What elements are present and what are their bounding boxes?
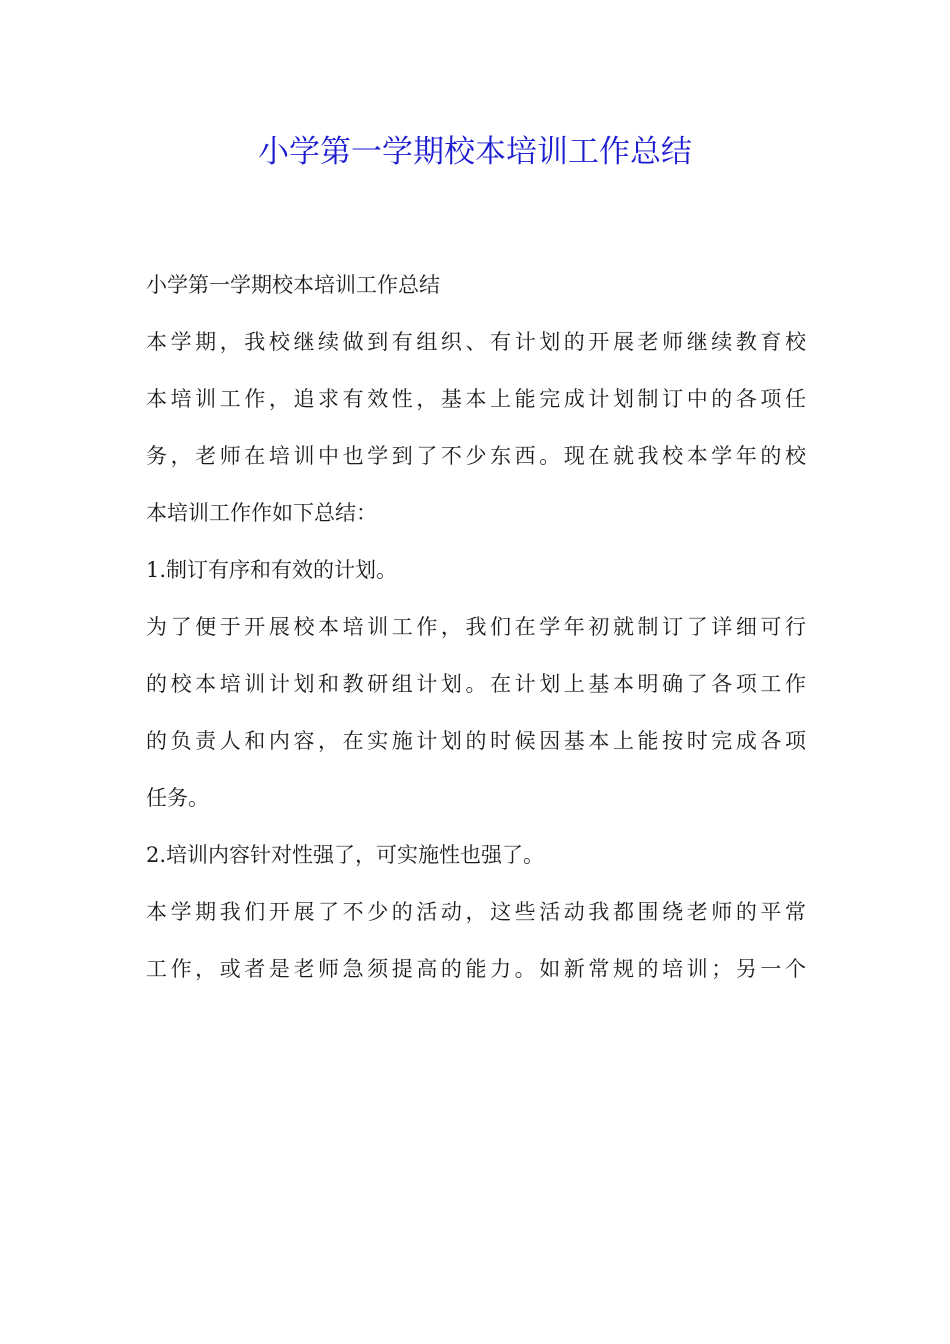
paragraph-line: 2.培训内容针对性强了，可实施性也强了。 xyxy=(146,843,545,867)
paragraph-line: 工作，或者是老师急须提高的能力。如新常规的培训；另一个 xyxy=(146,957,806,981)
document-title: 小学第一学期校本培训工作总结 xyxy=(258,134,692,170)
paragraph-line: 任务。 xyxy=(146,786,209,810)
paragraph-line: 本学期，我校继续做到有组织、有计划的开展老师继续教育校 xyxy=(146,330,806,354)
paragraph-line: 本学期我们开展了不少的活动，这些活动我都围绕老师的平常 xyxy=(146,900,806,924)
paragraph-line: 小学第一学期校本培训工作总结 xyxy=(146,273,440,297)
paragraph-line: 1.制订有序和有效的计划。 xyxy=(146,558,398,582)
document-body xyxy=(146,257,806,998)
paragraph-line: 为了便于开展校本培训工作，我们在学年初就制订了详细可行 xyxy=(146,615,806,639)
paragraph-line: 的校本培训计划和教研组计划。在计划上基本明确了各项工作 xyxy=(146,672,806,696)
paragraph-line: 本培训工作作如下总结： xyxy=(146,501,377,525)
paragraph-line: 的负责人和内容，在实施计划的时候因基本上能按时完成各项 xyxy=(146,729,806,753)
paragraph-line: 务，老师在培训中也学到了不少东西。现在就我校本学年的校 xyxy=(146,444,806,468)
paragraph-line: 本培训工作，追求有效性，基本上能完成计划制订中的各项任 xyxy=(146,387,806,411)
